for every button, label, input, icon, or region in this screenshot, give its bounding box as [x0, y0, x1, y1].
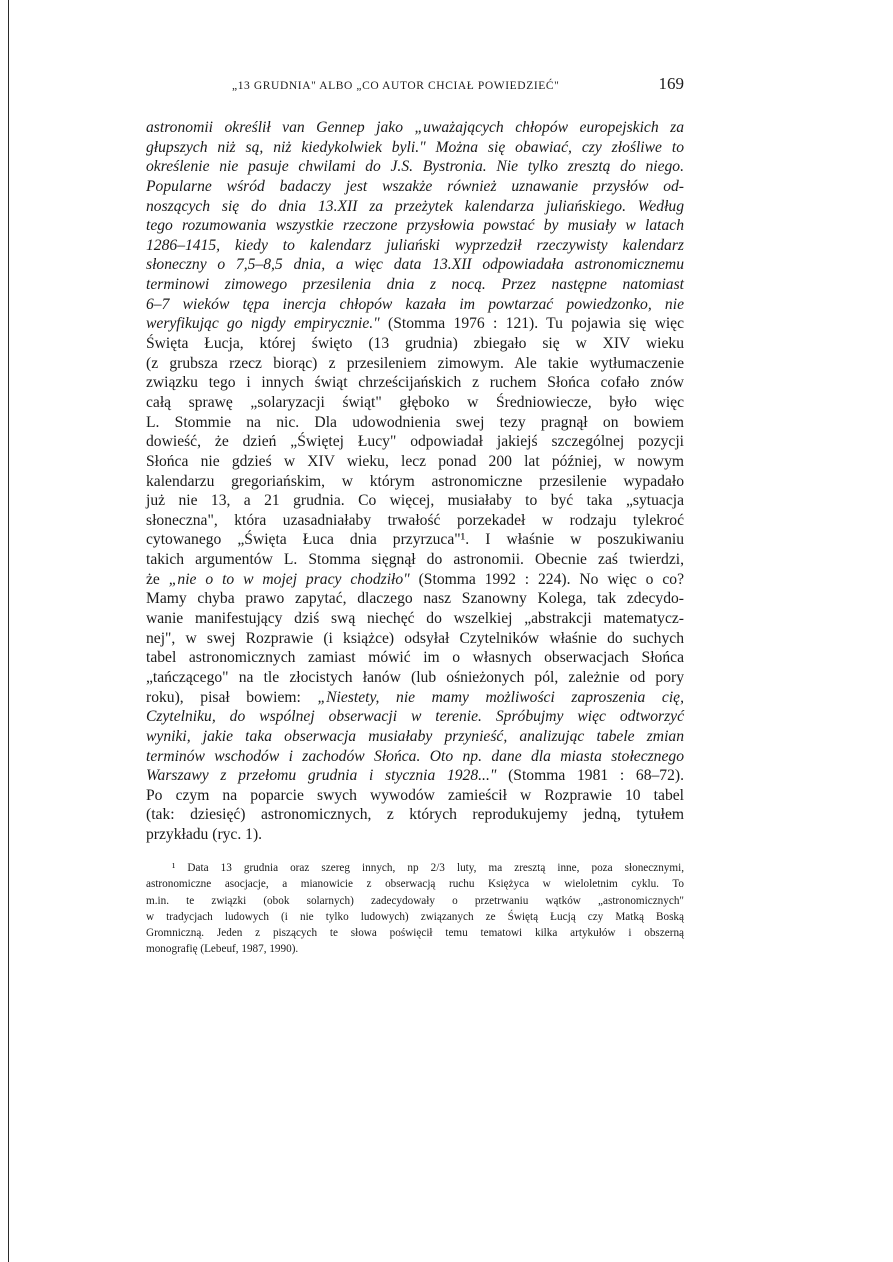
italic-text: wyniki, jakie taka obserwacja musiałaby przynieść, analizując tabele zmian: [146, 727, 684, 745]
body-line: [146, 609, 684, 629]
body-line: [146, 766, 684, 786]
body-line: [146, 589, 684, 609]
body-line: [146, 472, 684, 492]
roman-text: Święta Łucja, której święto (13 grudnia) zbiegało się w XIV wieku: [146, 335, 684, 353]
italic-text: 6–7 wieków tępa inercja chłopów kazała im powtarzać powiedzonko, nie: [146, 295, 684, 313]
body-line: [146, 314, 684, 334]
roman-text: tabel astronomicznych zamiast mówić im o własnych obserwacjach Słońca: [146, 649, 684, 667]
roman-text: (Stomma 1981 : 68–72).: [496, 767, 684, 785]
roman-text: Mamy chyba prawo zapytać, dlaczego nasz Szanowny Kolega, tak zdecydo-: [146, 590, 684, 608]
body-line: [146, 295, 684, 315]
body-line: [146, 334, 684, 354]
italic-text: tego rozumowania wszystkie rzeczone przysłowia powstać by musiały w latach: [146, 217, 684, 235]
roman-text: (z grubsza rzecz biorąc) z przesileniem zimowym. Ale takie wytłumaczenie: [146, 354, 684, 372]
body-line: [146, 413, 684, 433]
roman-text: cytowanego „Święta Łuca dnia przyrzuca"¹. I właśnie w poszukiwaniu: [146, 531, 684, 549]
roman-text: (tak: dziesięć) astronomicznych, z których reprodukujemy jedną, tytułem: [146, 806, 684, 824]
body-line: [146, 747, 684, 767]
roman-text: (Stomma 1992 : 224). No więc o co?: [409, 570, 684, 588]
body-line: [146, 727, 684, 747]
roman-text: takich argumentów L. Stomma sięgnął do astronomii. Obecnie zaś twierdzi,: [146, 551, 684, 569]
italic-text: terminów wschodów i zachodów Słońca. Oto np. dane dla miasta stołecznego: [146, 747, 684, 765]
italic-text: Czytelniku, do wspólnej obserwacji w terenie. Spróbujmy więc odtworzyć: [146, 708, 684, 726]
body-line: [146, 275, 684, 295]
body-line: [146, 707, 684, 727]
footnote-line: monografię (Lebeuf, 1987, 1990).: [146, 943, 299, 956]
footnote-line: astronomiczne asocjacje, a mianowicie z obserwacją ruchu Księżyca w wieloletnim cyklu. To: [146, 878, 684, 891]
roman-text: kalendarzu gregoriańskim, w którym astronomiczne przesilenie wypadało: [146, 472, 684, 490]
roman-text: (Stomma 1976 : 121). Tu pojawia się więc: [379, 315, 685, 333]
body-line: [146, 432, 684, 452]
body-line: [146, 530, 684, 550]
roman-text: związku tego i innych świąt chrześcijańskich z ruchem Słońca cofało znów: [146, 374, 684, 392]
italic-text: „nie o to w mojej pracy chodziło": [168, 570, 410, 588]
running-title: „13 GRUDNIA" ALBO „CO AUTOR CHCIAŁ POWIEDZIEĆ": [232, 80, 560, 92]
italic-text: określenie nie pasuje chwilami do J.S. Bystronia. Nie tylko zresztą do niego.: [146, 158, 684, 176]
body-line: [146, 570, 684, 590]
body-line: [146, 354, 684, 374]
body-line: [146, 786, 684, 806]
roman-text: dowieść, że dzień „Świętej Łucy" odpowiadał jakiejś szczególnej pozycji: [146, 433, 684, 451]
roman-text: roku), pisał bowiem:: [146, 688, 318, 706]
roman-text: przykładu (ryc. 1).: [146, 826, 263, 844]
roman-text: już nie 13, a 21 grudnia. Co więcej, musiałaby to być taka „sytuacja: [146, 492, 684, 510]
body-line: [146, 491, 684, 511]
body-text: [146, 118, 684, 845]
page-number: 169: [658, 74, 684, 93]
body-line: [146, 688, 684, 708]
scan-edge-line: [8, 0, 9, 1262]
italic-text: „Niestety, nie mamy możliwości zaproszenia cię,: [317, 688, 684, 706]
italic-text: głupszych niż są, niż kiedykolwiek byli." Można się obawiać, czy złośliwe to: [146, 138, 684, 156]
body-line: [146, 452, 684, 472]
italic-text: noszących się do dnia 13.XII za przeżytek kalendarza juliańskiego. Według: [146, 197, 684, 215]
body-line: [146, 255, 684, 275]
body-line: [146, 550, 684, 570]
body-line: [146, 236, 684, 256]
roman-text: słoneczna", która uzasadniałaby trwałość porzekadeł w rodzaju tylekroć: [146, 511, 684, 529]
body-line: [146, 668, 684, 688]
body-line: [146, 629, 684, 649]
roman-text: Słońca nie gdzieś w XIV wieku, lecz ponad 200 lat później, w nowym: [146, 452, 684, 470]
footnote-line: m.in. te związki (obok solarnych) zadecydowały o przetrwaniu wątków „astronomicznych": [146, 894, 684, 907]
roman-text: całą sprawę „solaryzacji świąt" głęboko w Średniowiecze, było więc: [146, 393, 684, 411]
footnote-line: ¹ Data 13 grudnia oraz szereg innych, np 2/3 luty, ma zresztą inne, poza słonecznymi,: [172, 862, 684, 874]
body-line: [146, 157, 684, 177]
italic-text: weryfikując go nigdy empirycznie.": [146, 315, 380, 333]
roman-text: że: [146, 570, 169, 588]
body-line: [146, 825, 684, 845]
footnote-line: Gromniczną. Jeden z piszących te słowa poświęcił temu tematowi kilka artykułów i obszerną: [146, 927, 684, 940]
roman-text: wanie manifestujący dziś swą niechęć do wszelkiej „abstrakcji matematycz-: [146, 610, 684, 628]
roman-text: nej", w swej Rozprawie (i książce) odsyłał Czytelników właśnie do suchych: [146, 629, 684, 647]
body-line: [146, 373, 684, 393]
footnotes: [146, 860, 684, 958]
body-line: [146, 648, 684, 668]
italic-text: 1286–1415, kiedy to kalendarz juliański wyprzedził rzeczywisty kalendarz: [146, 236, 684, 254]
italic-text: słoneczny o 7,5–8,5 dnia, a więc data 13.XII odpowiadała astronomicznemu: [146, 256, 684, 274]
italic-text: astronomii określił van Gennep jako „uważających chłopów europejskich za: [146, 119, 684, 136]
body-line: [146, 138, 684, 158]
body-line: [146, 805, 684, 825]
page-header: [146, 74, 684, 96]
roman-text: Po czym na poparcie swych wywodów zamieścił w Rozprawie 10 tabel: [146, 786, 684, 804]
roman-text: „tańczącego" na tle złocistych łanów (lub ośnieżonych pól, zależnie od pory: [146, 668, 684, 686]
italic-text: terminowi zimowego przesilenia dnia z nocą. Przez następne natomiast: [146, 276, 684, 294]
body-line: [146, 177, 684, 197]
body-line: [146, 511, 684, 531]
footnote-line: w tradycjach ludowych (i nie tylko ludowych) związanych ze Świętą Łucją czy Matką Boską: [146, 910, 684, 923]
body-line: [146, 197, 684, 217]
body-line: [146, 216, 684, 236]
italic-text: Popularne wśród badaczy jest wszakże również uznawanie przysłów od-: [146, 177, 684, 195]
body-line: [146, 393, 684, 413]
roman-text: L. Stommie na nic. Dla udowodnienia swej tezy pragnął on bowiem: [146, 413, 684, 431]
italic-text: Warszawy z przełomu grudnia i stycznia 1928...": [146, 767, 497, 785]
body-line: [146, 118, 684, 138]
